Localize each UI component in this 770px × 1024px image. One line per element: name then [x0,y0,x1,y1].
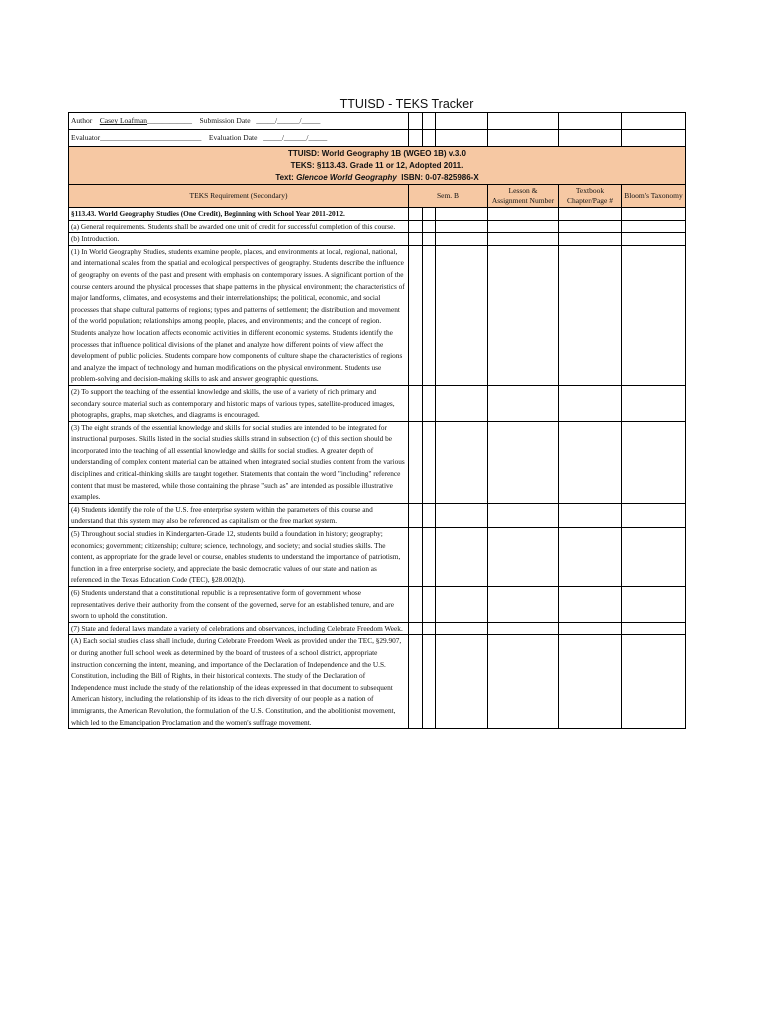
sem-b-cell[interactable] [436,385,488,421]
text-prefix: Text: [275,173,294,182]
evaluator-field[interactable]: ___________________________ [100,133,202,143]
requirement-row [69,622,686,635]
requirement-text: (A) Each social studies class shall include, during Celebrate Freedom Week as provided under the TEC, §29.907, or during another full school week as determined by the board of trustees of a school district, appropriate instruction concerning the intent, meaning, and importance of the Declaration of Independence and the U.S. Constitution, including the Bill of Rights, in their historical contexts. The study of the Declaration of Independence must include the study of the relationship of the ideas expressed in that document to subsequent American history, including the relationship of its ideas to the rich diversity of our people as a nation of immigrants, the American Revolution, the formulation of the U.S. Constitution, and the abolitionist movement, which led to the Emancipation Proclamation and the women's suffrage movement. [69,635,409,729]
requirement-text: (3) The eight strands of the essential knowledge and skills for social studies are intended to be integrated for instructional purposes. Skills listed in the social studies skills strand in subsection (c) of this section should be incorporated into the teaching of all essential knowledge and skills for social studies. A greater depth of understanding of complex content material can be attained when integrated social studies content from the various disciplines and critical-thinking skills are taught together. Statements that contain the word "including" reference content that must be mastered, while those containing the phrase "such as" are intended as possible illustrative examples. [69,421,409,503]
blooms-cell[interactable] [622,421,686,503]
requirement-row [69,220,686,233]
check-cell[interactable] [409,245,423,385]
blooms-cell[interactable] [622,220,686,233]
requirement-row [69,385,686,421]
author-label: Author [71,116,93,126]
text-line [71,172,683,184]
check-cell[interactable] [409,385,423,421]
textbook-cell[interactable] [559,587,622,623]
sem-b-cell[interactable] [436,587,488,623]
requirement-text: (a) General requirements. Students shall be awarded one unit of credit for successful completion of this course. [69,220,409,233]
check-cell[interactable] [423,385,436,421]
blooms-cell[interactable] [622,528,686,587]
textbook-cell[interactable] [559,233,622,246]
check-cell[interactable] [423,622,436,635]
empty-cell [423,130,436,147]
check-cell[interactable] [409,635,423,729]
blooms-cell[interactable] [622,233,686,246]
requirement-text: (1) In World Geography Studies, students examine people, places, and environments at local, regional, national, and international scales from the spatial and ecological perspectives of geography. Students describe the influence of geography on events of the past and present with emphasis on contemporary issues. A significant portion of the course centers around the physical processes that shape patterns in the physical environment; the characteristics of major landforms, climates, and ecosystems and their interrelationships; the political, economic, and social processes that shape cultural patterns of regions; types and patterns of settlement; the distribution and movement of the world population; relationships among people, places, and environments; and the concept of region. Students analyze how location affects economic activities in different economic systems. Students identify the processes that influence political divisions of the planet and analyze how different points of view affect the development of public policies. Students compare how components of culture shape the characteristics of regions and analyze the impact of technology and human modifications on the physical environment. Students use problem-solving and decision-making skills to ask and answer geographic questions. [69,245,409,385]
textbook-cell[interactable] [559,528,622,587]
requirement-row [69,587,686,623]
check-cell[interactable] [423,587,436,623]
requirement-row [69,635,686,729]
textbook-cell[interactable] [559,421,622,503]
requirement-row [69,503,686,527]
lesson-cell[interactable] [488,587,559,623]
page-title: TTUISD - TEKS Tracker [339,97,474,111]
requirement-text: §113.43. World Geography Studies (One Credit), Beginning with School Year 2011-2012. [69,208,409,221]
sem-b-cell[interactable] [436,528,488,587]
requirement-row [69,528,686,587]
sem-b-cell[interactable] [436,208,488,221]
textbook-cell[interactable] [559,503,622,527]
check-cell[interactable] [409,421,423,503]
textbook-cell[interactable] [559,220,622,233]
sem-b-cell[interactable] [436,622,488,635]
course-banner [69,147,686,185]
evaluator-cell [69,130,409,147]
check-cell[interactable] [409,528,423,587]
lesson-cell[interactable] [488,503,559,527]
sem-b-cell[interactable] [436,233,488,246]
blooms-cell[interactable] [622,385,686,421]
empty-cell [436,130,488,147]
evaluation-label: Evaluation Date [208,133,258,143]
col-header-lesson: Lesson & Assignment Number [488,185,559,208]
check-cell[interactable] [423,503,436,527]
requirement-row [69,233,686,246]
blooms-cell[interactable] [622,622,686,635]
col-header-blooms: Bloom's Taxonomy [622,185,686,208]
empty-cell [488,130,559,147]
check-cell[interactable] [423,635,436,729]
check-cell[interactable] [409,587,423,623]
text-title: Glencoe World Geography [296,173,397,182]
check-cell[interactable] [423,220,436,233]
col-header-textbook: Textbook Chapter/Page # [559,185,622,208]
requirement-text: (2) To support the teaching of the essential knowledge and skills, the use of a variety of rich primary and secondary source material such as contemporary and historic maps of various types, satellite-produced images, photographs, graphs, map sketches, and diagrams is encouraged. [69,385,409,421]
evaluation-date-field[interactable]: _____/______/_____ [263,133,328,143]
requirement-row [69,421,686,503]
lesson-cell[interactable] [488,208,559,221]
empty-cell [409,113,423,130]
column-header-row [69,185,686,208]
lesson-cell[interactable] [488,635,559,729]
requirements-body [69,208,686,729]
course-line: TTUISD: World Geography 1B (WGEO 1B) v.3.0 [288,149,466,158]
check-cell[interactable] [409,208,423,221]
empty-cell [436,113,488,130]
check-cell[interactable] [409,220,423,233]
col-header-requirement: TEKS Requirement (Secondary) [69,185,409,208]
empty-cell [559,113,622,130]
sem-b-cell[interactable] [436,421,488,503]
sem-b-cell[interactable] [436,503,488,527]
check-cell[interactable] [423,528,436,587]
empty-cell [409,130,423,147]
requirement-text: (5) Throughout social studies in Kindergarten-Grade 12, students build a foundation in history; geography; economics; government; citizenship; culture; science, technology, and society; and social studies skills. The content, as appropriate for the grade level or course, enables students to understand the importance of patriotism, function in a free enterprise society, and appreciate the basic democratic values of our state and nation as referenced in the Texas Education Code (TEC), §28.002(h). [69,528,409,587]
tracker-table [68,112,686,729]
check-cell[interactable] [409,503,423,527]
textbook-cell[interactable] [559,635,622,729]
textbook-cell[interactable] [559,385,622,421]
evaluator-label: Evaluator [71,133,101,143]
lesson-cell[interactable] [488,220,559,233]
lesson-cell[interactable] [488,421,559,503]
textbook-cell[interactable] [559,245,622,385]
requirement-text: (4) Students identify the role of the U.S. free enterprise system within the parameters of this course and understand that this system may also be referenced as capitalism or the free market system. [69,503,409,527]
lesson-cell[interactable] [488,233,559,246]
blooms-cell[interactable] [622,635,686,729]
lesson-cell[interactable] [488,245,559,385]
sem-b-cell[interactable] [436,220,488,233]
requirement-row [69,208,686,221]
empty-cell [622,113,686,130]
submission-date-field[interactable]: _____/______/_____ [256,116,321,126]
lesson-cell[interactable] [488,385,559,421]
course-banner-cell [69,147,686,185]
teks-tracker-sheet [68,96,685,729]
author-cell [69,113,409,130]
author-suffix: ____________ [147,116,193,126]
empty-cell [423,113,436,130]
blooms-cell[interactable] [622,208,686,221]
requirement-text: (7) State and federal laws mandate a variety of celebrations and observances, including Celebrate Freedom Week. [69,622,409,635]
check-cell[interactable] [423,208,436,221]
isbn: ISBN: 0-07-825986-X [401,173,479,182]
author-row [69,113,686,130]
requirement-text: (6) Students understand that a constitutional republic is a representative form of government whose representatives derive their authority from the consent of the governed, serve for an established tenure, and are sworn to uphold the constitution. [69,587,409,623]
submission-label: Submission Date [199,116,251,126]
evaluator-row [69,130,686,147]
lesson-cell[interactable] [488,528,559,587]
requirement-row [69,245,686,385]
lesson-cell[interactable] [488,622,559,635]
check-cell[interactable] [423,245,436,385]
empty-cell [559,130,622,147]
requirement-text: (b) Introduction. [69,233,409,246]
sem-b-cell[interactable] [436,635,488,729]
blooms-cell[interactable] [622,587,686,623]
col-header-sem: Sem. B [409,185,488,208]
blooms-cell[interactable] [622,245,686,385]
empty-cell [622,130,686,147]
check-cell[interactable] [423,421,436,503]
textbook-cell[interactable] [559,622,622,635]
textbook-cell[interactable] [559,208,622,221]
sem-b-cell[interactable] [436,245,488,385]
check-cell[interactable] [409,233,423,246]
check-cell[interactable] [409,622,423,635]
teks-line: TEKS: §113.43. Grade 11 or 12, Adopted 2011. [290,161,464,170]
blooms-cell[interactable] [622,503,686,527]
author-name[interactable]: Casey Loafman [99,116,148,126]
check-cell[interactable] [423,233,436,246]
empty-cell [488,113,559,130]
